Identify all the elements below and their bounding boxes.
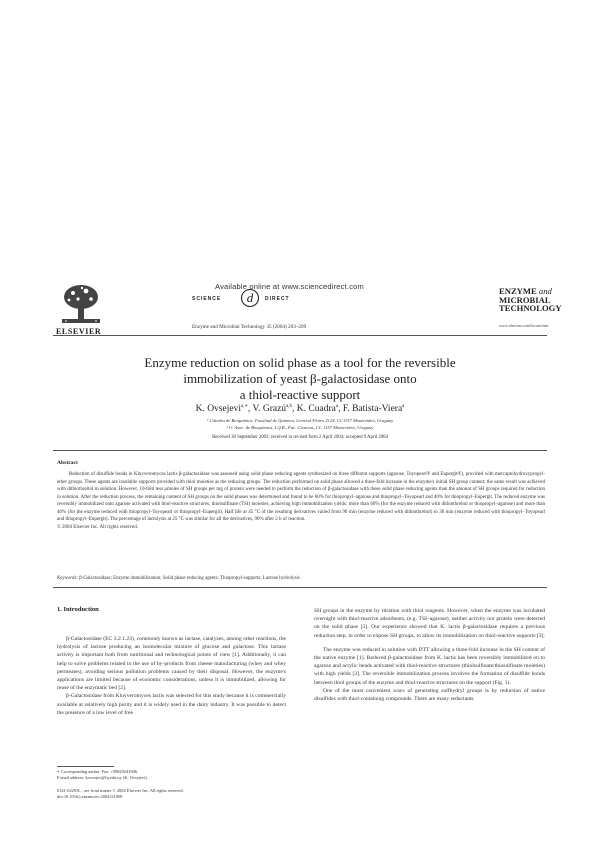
author-affil-mark: a	[402, 404, 405, 409]
keywords-label: Keywords:	[57, 576, 79, 581]
author-name: K. Ovsejevi	[195, 404, 241, 415]
affiliation-b: ᵇ U. Asoc. de Bioquímica, I.Q.B., Fac. Ciencias, CC 1157 Montevideo, Uruguay	[226, 425, 374, 430]
copyright-line: © 2004 Elsevier Inc. All rights reserved.	[57, 524, 139, 530]
author-affil-mark: a	[335, 404, 339, 409]
paragraph: SH groups in the enzyme by titration with thiol reagents. However, when the enzyme was incubated overnight with thiol-reactive adsorbents, (e.g. TSI–agarose), neither activity nor protein were detected on the solid phase [3]. Our experience showed that K. lactis β-galactosidase requires a previous reduction step, in order to expose SH groups, to allow its immobilization on thiol-reactive supports [3].	[314, 608, 545, 639]
sciencedirect-logo-right: DIRECT	[265, 296, 290, 302]
journal-reference: Enzyme and Microbial Technology 35 (2004) 203–209	[192, 324, 307, 330]
journal-logo-and: and	[538, 286, 552, 296]
issn-line: 0141-0229/$ – see front matter © 2004 Elsevier Inc. All rights reserved.	[57, 788, 184, 793]
sciencedirect-logo	[192, 291, 317, 309]
section-heading-introduction: 1. Introduction	[57, 606, 99, 613]
received-dates: Received 30 September 2003; received in revised form 2 April 2004; accepted 9 April 2004	[212, 435, 388, 440]
journal-url[interactable]: www.elsevier.com/locate/emt	[499, 323, 549, 328]
article-title	[60, 355, 540, 403]
author-name: F. Batista-Viera	[342, 404, 403, 415]
abstract-bottom-divider	[53, 587, 547, 588]
journal-logo-line2: MICROBIAL	[499, 294, 551, 305]
paragraph: One of the most convenient ways of generating sulfhydryl groups is by reduction of native disulfides with thiol-containing compounds. There are many reductants	[314, 687, 545, 703]
abstract-top-divider	[53, 450, 547, 451]
footnotes	[57, 769, 286, 782]
journal-logo	[499, 287, 562, 313]
author-list: K. Ovsejevi$^{a,∗}$, V. Grazú$^{a,b}$, K. Cuadra$^a$, F. Batista-Viera$^a$	[195, 404, 405, 415]
affiliation-a: ᵃ Cátedra de Bioquímica, Facultad de Química, General Flores 2124, CC1157 Montevideo, Uruguay	[206, 418, 394, 423]
author-affil-mark: a,∗	[240, 404, 248, 409]
title-line-1: Enzyme reduction on solid phase as a tool for the reversible	[144, 355, 456, 370]
journal-logo-line1: ENZYME	[499, 286, 537, 296]
email-note: E-mail address: kovsejev@fq.edu.uy (K. Ovsejevi).	[57, 775, 148, 781]
title-line-3: a thiol-reactive support	[239, 387, 361, 402]
front-matter-info	[57, 788, 297, 801]
paragraph: β-Galactosidase (EC 3.2.1.23), commonly known as lactase, catalyzes, among other reactions, the hydrolysis of lactose producing an isomolecular mixture of glucose and galactose. This lactase activity is important both from nutritional and technological points of view [1]. Additionally, it can help to solve problems related to the use of by-products from cheese manufacturing (whey and whey permeates), avoiding serious pollution problems caused by their disposal. However, the enzyme's applications are limited because of economic considerations, unless it is immobilized, allowing for reuse of the enzymatic bed [2].	[57, 636, 286, 692]
title-line-2: immobilization of yeast β-galactosidase onto	[183, 371, 417, 386]
doi-line: doi:10.1016/j.enzmictec.2004.04.008	[57, 794, 123, 800]
elsevier-tree-icon	[58, 283, 104, 325]
footnote-divider	[57, 766, 114, 767]
paragraph: The enzyme was reduced in solution with DTT allowing a three-fold increase in the SH content of the native enzyme [1]. Reduced β-galactosidase from K. lactis has been reversibly immobilized on to agarose and acrylic beads activated with thiol-reactive structures (thiolsulfinate/thiosulfinate moieties) with high yields [3]. The reversible immobilization process involves the formation of disulfide bonds between thiol groups of the enzyme and thiol-reactive structures on the support (Fig. 1).	[314, 646, 545, 686]
corresponding-author-note: ∗ Corresponding author. Fax: +598292419​06.	[57, 769, 139, 774]
author-name: K. Cuadra	[296, 404, 336, 415]
keywords-list: β-Galactosidase; Enzyme immobilization; Solid phase reducing agents; Thiopropyl-supports; Lactose hydrolysis	[79, 576, 300, 581]
publisher-wordmark: ELSEVIER	[56, 327, 102, 336]
header-divider	[53, 335, 547, 336]
available-online-text: Available online at www.sciencedirect.com	[215, 282, 364, 291]
author-affil-mark: a,b	[286, 404, 293, 409]
column-right	[314, 607, 545, 703]
svg-text:d: d	[246, 290, 254, 305]
abstract-body	[57, 471, 545, 531]
sciencedirect-logo-left: SCIENCE	[192, 296, 222, 302]
abstract-heading: Abstract	[57, 460, 78, 466]
author-name: V. Grazú	[252, 404, 287, 415]
keywords	[57, 576, 300, 581]
paragraph: β-Galactosidase from Kluyveromyces lactis was selected for this study because it is commercially available at relatively high purity and it is widely used in the dairy industry. It was possible to detect the presence of a low level of free	[57, 693, 286, 716]
journal-logo-line3: TECHNOLOGY	[499, 303, 562, 314]
abstract-text: Reduction of disulfide bonds in Kluyveromyces lactis β-galactosidase was assessed using solid phase reducing agents synthesized on three different supports (agarose, Toyopearl® and Eupergit®), provided with mercaptohydroxypropyl-ether groups. These agents are insoluble supports provided with thiol moieties as the reducing groups. The reduction performed on solid phase allowed a three-fold increase in the enzyme's initial SH group content; the same result was achieved with dithiothreitol in solution. However, 10-fold less μmoles of SH groups per mg of protein were needed to perform the reduction of β-galactosidase with these solid phase reducing agents than the amount of SH groups required for reduction in solution. After the reduction process, the remaining content of SH groups on the solid phases was determined and found to be 60% for thiopropyl–agarose and thiopropyl–Toyopearl and 40% for thiopropyl–Eupergit. The reduced enzyme was reversibly immobilized onto agarose activated with thiol-reactive structures, thiolsulfinate (TSI) moieties, achieving high immobilization yields: more than 60% (for the enzyme reduced with dithiothreitol or thiopropyl–agarose) and more than 40% (for the enzyme reduced with thiopropyl–Toyopearl or thiopropyl–Eupergit). Half life at 45 °C of the resulting derivatives varied from 90 min (enzyme reduced with dithiothreitol) to 30 min (enzyme reduced with thiopropyl–Toyopearl and thiopropyl–Eupergit). The percentage of lactolysis at 25 °C was similar for all the derivatives, 90% after 2 h of reaction.	[57, 472, 545, 523]
column-left	[57, 635, 286, 717]
sciencedirect-at-icon	[240, 288, 260, 308]
